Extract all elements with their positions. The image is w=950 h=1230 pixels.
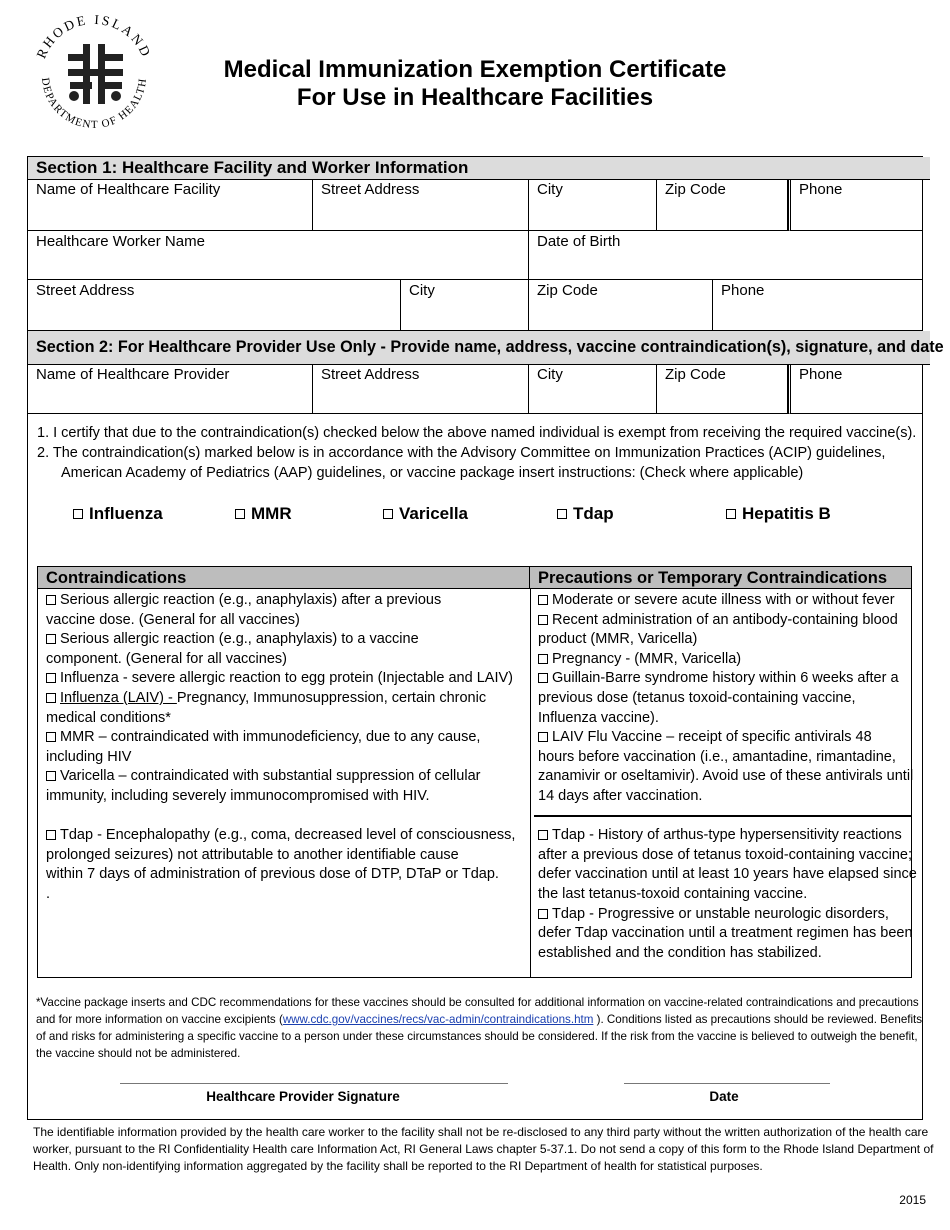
title-line-1: Medical Immunization Exemption Certificate [223, 56, 727, 83]
checkbox-icon [557, 509, 567, 519]
provider-signature-line[interactable] [120, 1083, 508, 1084]
contraindications-list [46, 591, 515, 905]
svg-text:DEPARTMENT OF HEALTH: DEPARTMENT OF HEALTH [38, 76, 150, 132]
precaution-line: defer vaccination until at least 10 years have elapsed since [538, 866, 917, 883]
checkbox-icon [46, 830, 56, 840]
svg-text:RHODE ISLAND: RHODE ISLAND [33, 14, 155, 61]
checkbox-icon [538, 615, 548, 625]
contra-item[interactable]: Serious allergic reaction (e.g., anaphylaxis) to a vaccine [46, 630, 515, 650]
ri-health-seal-icon [30, 14, 160, 139]
checkbox-icon [46, 595, 56, 605]
vaccine-label: Tdap [573, 504, 614, 523]
provider-city-field[interactable]: City [529, 364, 657, 414]
cdc-contraindications-link[interactable]: www.cdc.gov/vaccines/recs/vac-admin/contraindications.htm [282, 1013, 594, 1026]
precaution-item[interactable]: Moderate or severe acute illness with or without fever [538, 591, 917, 611]
facility-city-field[interactable]: City [529, 179, 657, 231]
precaution-item[interactable]: Recent administration of an antibody-containing blood [538, 611, 917, 631]
contra-line: . [46, 885, 51, 902]
vaccine-note [36, 994, 923, 1062]
contra-line: component. (General for all vaccines) [46, 650, 287, 667]
contra-line: prolonged seizures) not attributable to another identifiable cause [46, 846, 459, 863]
precaution-item[interactable]: Tdap - Progressive or unstable neurologic disorders, [538, 905, 917, 925]
contra-item[interactable]: Tdap - Encephalopathy (e.g., coma, decreased level of consciousness, [46, 826, 515, 846]
vaccine-tdap-checkbox[interactable] [557, 504, 614, 524]
contraindications-table [37, 566, 917, 978]
checkbox-icon [538, 673, 548, 683]
contra-item[interactable]: Influenza (LAIV) - Pregnancy, Immunosuppression, certain chronic [46, 689, 515, 709]
vaccine-mmr-checkbox[interactable] [235, 504, 292, 524]
precaution-item[interactable]: Guillain-Barre syndrome history within 6 weeks after a [538, 669, 917, 689]
precaution-line: defer Tdap vaccination until a treatment regimen has been [538, 925, 913, 942]
contra-line: medical conditions* [46, 709, 171, 726]
vaccine-label: Hepatitis B [742, 504, 831, 523]
checkbox-icon [73, 509, 83, 519]
worker-phone-field[interactable]: Phone [713, 280, 922, 331]
checkbox-icon [46, 634, 56, 644]
contra-item[interactable]: MMR – contraindicated with immunodeficiency, due to any cause, [46, 728, 515, 748]
certify-line-1: 1. I certify that due to the contraindication(s) checked below the above named individual is exempt from receiving the required vaccine(s). [37, 425, 917, 441]
precaution-line: established and the condition has stabilized. [538, 944, 822, 961]
facility-street-field[interactable]: Street Address [313, 179, 529, 231]
checkbox-icon [538, 595, 548, 605]
checkbox-icon [46, 673, 56, 683]
worker-name-field[interactable]: Healthcare Worker Name [28, 231, 529, 280]
precaution-item[interactable]: Pregnancy - (MMR, Varicella) [538, 650, 917, 670]
vaccine-label: Varicella [399, 504, 469, 523]
vaccine-varicella-checkbox[interactable] [383, 504, 468, 524]
date-label: Date [709, 1089, 739, 1104]
precaution-line: Influenza vaccine). [538, 709, 659, 726]
contraindications-header: Contraindications [38, 567, 530, 589]
contra-item[interactable]: Serious allergic reaction (e.g., anaphylaxis) after a previous [46, 591, 515, 611]
checkbox-icon [46, 771, 56, 781]
vaccine-label: MMR [251, 504, 292, 523]
worker-street-field[interactable]: Street Address [28, 280, 401, 331]
provider-signature-label: Healthcare Provider Signature [206, 1089, 400, 1104]
provider-street-field[interactable]: Street Address [313, 364, 529, 414]
vaccine-influenza-checkbox[interactable] [73, 504, 163, 524]
note-line: and for more information on vaccine excipients (www.cdc.gov/vaccines/recs/vac-admin/contraindications.htm ). Conditions listed as precautions should be reviewed. Benefits [36, 1013, 923, 1026]
checkbox-icon [235, 509, 245, 519]
column-divider [530, 589, 531, 977]
contra-line: immunity, including severely immunocompromised with HIV. [46, 787, 430, 804]
provider-phone-field[interactable]: Phone [788, 364, 922, 414]
precaution-item[interactable]: LAIV Flu Vaccine – receipt of specific antivirals 48 [538, 728, 917, 748]
note-line: the vaccine should not be administered. [36, 1047, 241, 1060]
contra-line: including HIV [46, 748, 132, 765]
precaution-line: zanamivir or oseltamivir). Avoid use of these antivirals until [538, 768, 914, 785]
worker-zip-field[interactable]: Zip Code [529, 280, 713, 331]
contra-line: vaccine dose. (General for all vaccines) [46, 611, 300, 628]
checkbox-icon [383, 509, 393, 519]
checkbox-icon [538, 830, 548, 840]
form-year: 2015 [899, 1193, 926, 1207]
footer-line: worker, pursuant to the RI Confidentiality Health care Information Act, RI General Laws chapter 5-37.1. Do not send a copy of this form to the Rhode Island Department of [33, 1142, 934, 1156]
certify-line-2: 2. The contraindication(s) marked below is in accordance with the Advisory Committee on Immunization Practices (ACIP) guidelines, [37, 445, 886, 461]
confidentiality-footer [33, 1124, 933, 1175]
checkbox-icon [726, 509, 736, 519]
note-line: *Vaccine package inserts and CDC recommendations for these vaccines should be consulted for additional information on vaccine-related contraindications and precautions [36, 996, 919, 1009]
ri-health-logo [30, 14, 160, 139]
checkbox-icon [46, 732, 56, 742]
contra-item[interactable]: Influenza - severe allergic reaction to egg protein (Injectable and LAIV) [46, 669, 515, 689]
checkbox-icon [538, 909, 548, 919]
facility-phone-field[interactable]: Phone [788, 179, 922, 231]
precaution-line: 14 days after vaccination. [538, 787, 703, 804]
section1-header: Section 1: Healthcare Facility and Worker Information [28, 157, 930, 180]
section2-header: Section 2: For Healthcare Provider Use Only - Provide name, address, vaccine contraindication(s), signature, and date [28, 331, 930, 365]
precaution-line: after a previous dose of tetanus toxoid-containing vaccine; [538, 846, 913, 863]
checkbox-icon [538, 732, 548, 742]
provider-name-field[interactable]: Name of Healthcare Provider [28, 364, 313, 414]
certify-line-3: American Academy of Pediatrics (AAP) guidelines, or vaccine package insert instructions: (Check where applicable) [61, 465, 804, 481]
vaccine-hepatitis-b-checkbox[interactable] [726, 504, 831, 524]
form-title [160, 56, 790, 112]
precaution-line: the last tetanus-toxoid containing vaccine. [538, 885, 808, 902]
contra-item[interactable]: Varicella – contraindicated with substantial suppression of cellular [46, 767, 515, 787]
precautions-header: Precautions or Temporary Contraindications [530, 567, 911, 589]
vaccine-label: Influenza [89, 504, 163, 523]
worker-dob-field[interactable]: Date of Birth [529, 231, 922, 280]
contra-line: within 7 days of administration of previous dose of DTP, DTaP or Tdap. [46, 866, 499, 883]
title-line-2: For Use in Healthcare Facilities [296, 84, 654, 111]
checkbox-icon [46, 693, 56, 703]
note-line: of and risks for administering a specific vaccine to a person under these circumstances should be considered. If the risk from the vaccine is believed to outweigh the benefit, [36, 1030, 918, 1043]
date-line[interactable] [624, 1083, 830, 1084]
precautions-list [538, 591, 917, 963]
precaution-item[interactable]: Tdap - History of arthus-type hypersensitivity reactions [538, 826, 917, 846]
footer-line: The identifiable information provided by the health care worker to the facility shall not be re-disclosed to any third party without the written authorization of the health care [33, 1125, 929, 1139]
checkbox-icon [538, 654, 548, 664]
facility-zip-field[interactable]: Zip Code [657, 179, 788, 231]
precaution-line: hours before vaccination (i.e., amantadine, rimantadine, [538, 748, 896, 765]
precaution-line: previous dose (tetanus toxoid-containing vaccine, [538, 689, 856, 706]
footer-line: Health. Only non-identifying information aggregated by the facility shall be reported to the RI Department of health for statistical purposes. [33, 1159, 763, 1173]
provider-zip-field[interactable]: Zip Code [657, 364, 788, 414]
facility-name-field[interactable]: Name of Healthcare Facility [28, 179, 313, 231]
worker-city-field[interactable]: City [401, 280, 529, 331]
precaution-line: product (MMR, Varicella) [538, 631, 698, 648]
